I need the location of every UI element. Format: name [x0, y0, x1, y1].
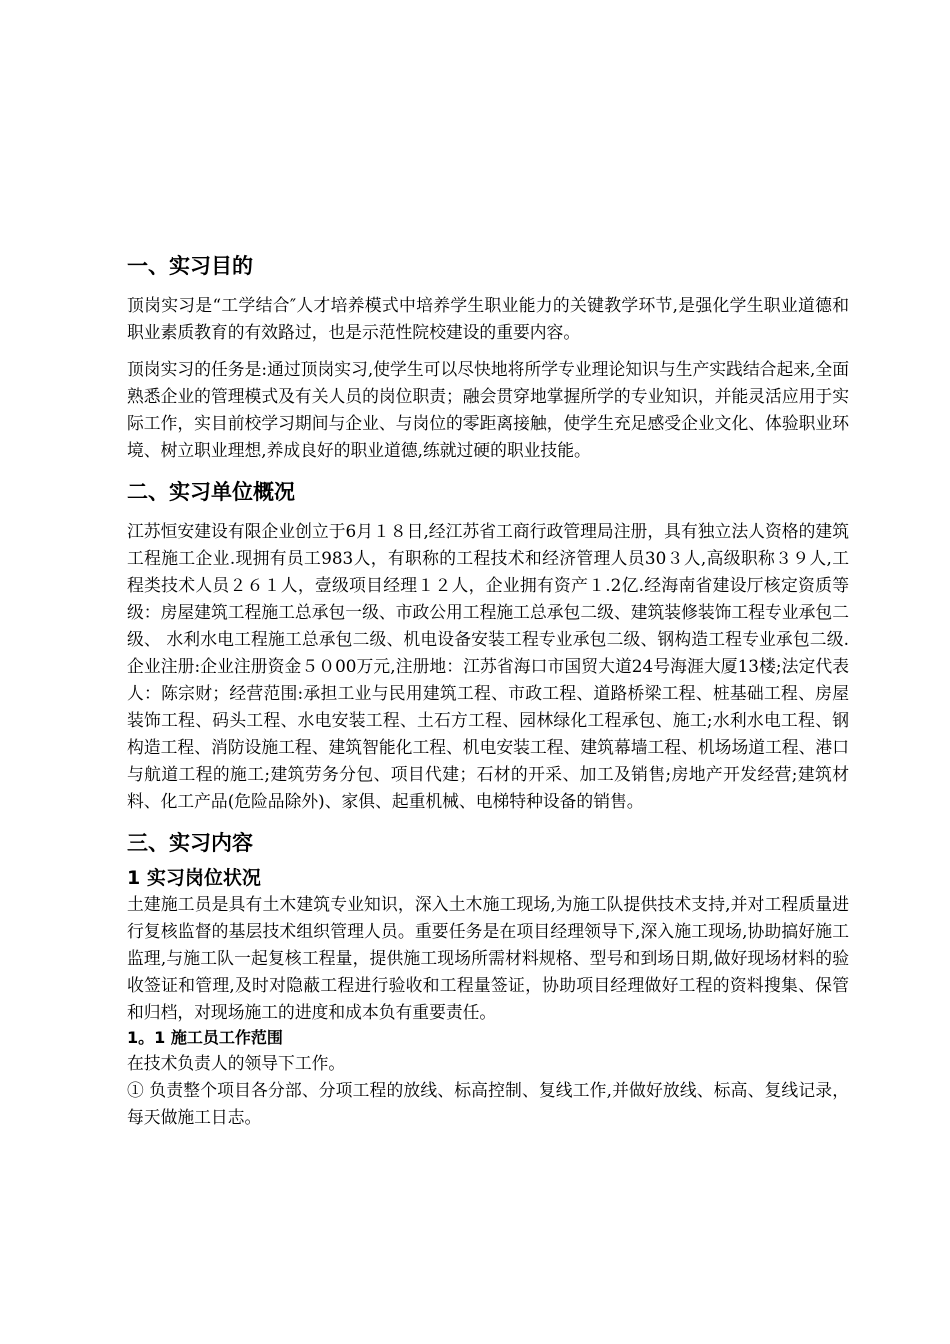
section-1-paragraph-2: 顶岗实习的任务是:通过顶岗实习,使学生可以尽快地将所学专业理论知识与生产实践结合起来,全面熟悉企业的管理模式及有关人员的岗位职责；融会贯穿地掌握所学的专业知识，并能灵活应用于实际工作，实目前校学习期间与企业、与岗位的零距离接触，使学生充足感受企业文化、体验职业环境、树立职业理想,养成良好的职业道德,练就过硬的职业技能。: [127, 359, 849, 460]
section-2-paragraph-1: 江苏恒安建设有限企业创立于6月１８日,经江苏省工商行政管理局注册，具有独立法人资格的建筑工程施工企业.现拥有员工983人，有职称的工程技术和经济管理人员30３人,高级职称３９人,工程类技术人员２６１人，壹级项目经理１２人，企业拥有资产１.2亿.经海南省建设厅核定资质等级：房屋建筑工程施工总承包一级、市政公用工程施工总承包二级、建筑装修装饰工程专业承包二级、 水利水电工程施工总承包二级、机电设备安装工程专业承包二级、钢构造工程专业承包二级.企业注册:企业注册资金５０00万元,注册地：江苏省海口市国贸大道24号海涯大厦13楼;法定代表人：陈宗财；经营范围:承担工业与民用建筑工程、市政工程、道路桥梁工程、桩基础工程、房屋装饰工程、码头工程、水电安装工程、土石方工程、园林绿化工程承包、施工;水利水电工程、钢构造工程、消防设施工程、建筑智能化工程、机电安装工程、建筑幕墙工程、机场场道工程、港口与航道工程的施工;建筑劳务分包、项目代建；石材的开采、加工及销售;房地产开发经营;建筑材料、化工产品(危险品除外)、家俱、起重机械、电梯特种设备的销售。: [127, 521, 849, 811]
document-page: [127, 252, 849, 1131]
subsection-1-paragraph-1: 土建施工员是具有土木建筑专业知识，深入土木施工现场,为施工队提供技术支持,并对工程质量进行复核监督的基层技术组织管理人员。重要任务是在项目经理领导下,深入施工现场,协助搞好施工监理,与施工队一起复核工程量，提供施工现场所需材料规格、型号和到场日期,做好现场材料的验收签证和管理,及时对隐蔽工程进行验收和工程量签证，协助项目经理做好工程的资料搜集、保管和归档，对现场施工的进度和成本负有重要责任。: [127, 894, 849, 1022]
subsection-1-1-heading: 1。1 施工员工作范围: [127, 1028, 283, 1047]
subsection-1-heading: 1 实习岗位状况: [127, 867, 261, 889]
subsection-1-1-paragraph-2: ① 负责整个项目各分部、分项工程的放线、标高控制、复线工作,并做好放线、标高、复线记录，每天做施工日志。: [127, 1080, 849, 1127]
section-1-heading: 一、实习目的: [127, 254, 253, 278]
section-1-paragraph-1: 顶岗实习是“工学结合″人才培养模式中培养学生职业能力的关键教学环节,是强化学生职业道德和职业素质教育的有效路过，也是示范性院校建设的重要内容。: [127, 295, 849, 342]
section-3-heading: 三、实习内容: [127, 831, 253, 855]
section-2-heading: 二、实习单位概况: [127, 480, 295, 504]
subsection-1-1-paragraph-1: 在技术负责人的领导下工作。: [127, 1053, 346, 1073]
